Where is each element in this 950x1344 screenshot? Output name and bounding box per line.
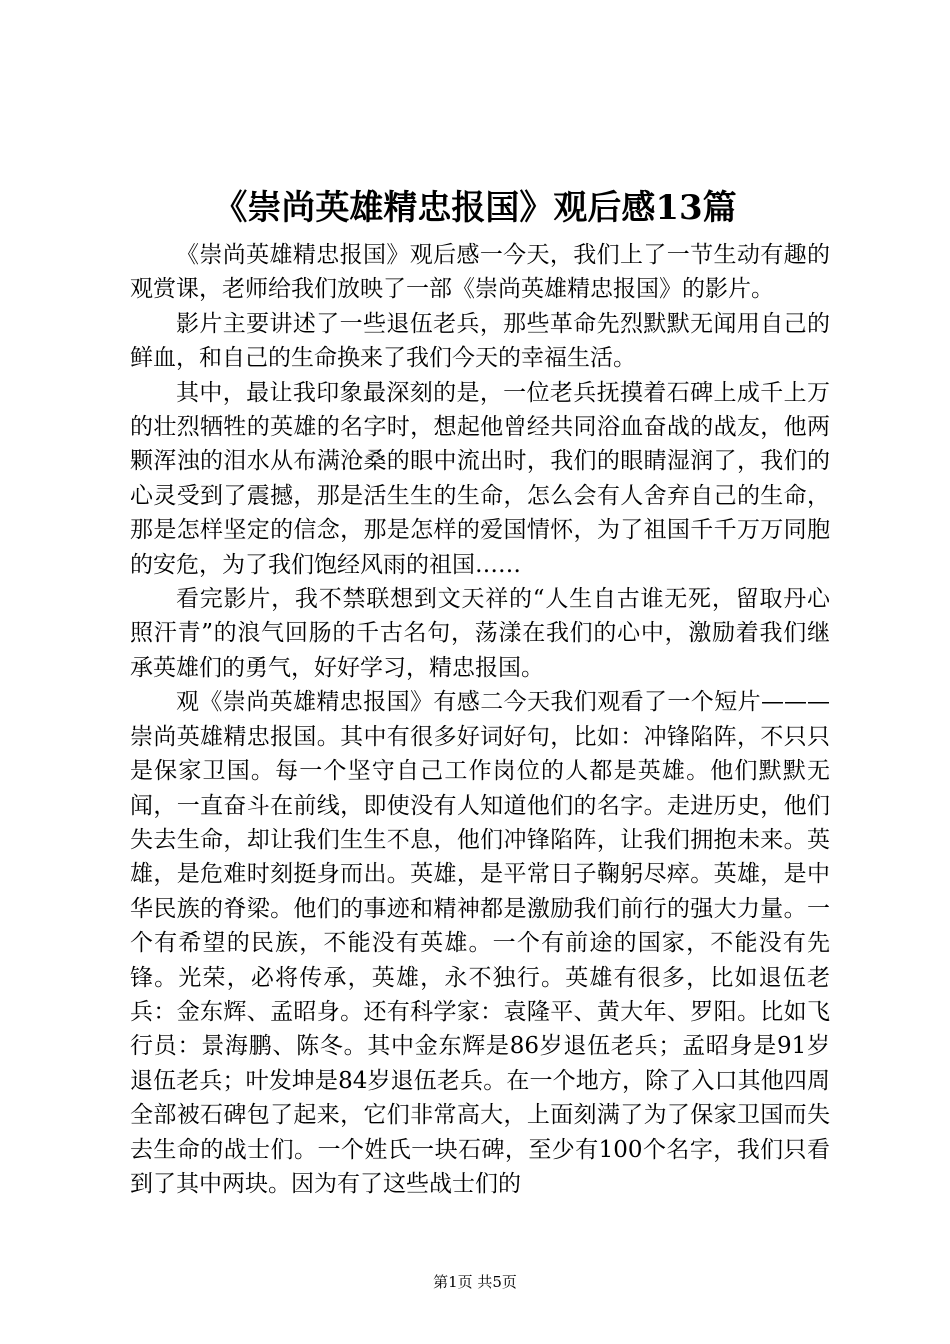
paragraph: 观《崇尚英雄精忠报国》有感二今天我们观看了一个短片———崇尚英雄精忠报国。其中有很多好词好句，比如：冲锋陷阵，不只只是保家卫国。每一个坚守自己工作岗位的人都是英雄。他们默默无闻，一直奋斗在前线，即使没有人知道他们的名字。走进历史，他们失去生命，却让我们生生不息，他们冲锋陷阵，让我们拥抱未来。英雄，是危难时刻挺身而出。英雄，是平常日子鞠躬尽瘁。英雄，是中华民族的脊梁。他们的事迹和精神都是激励我们前行的强大力量。一个有希望的民族，不能没有英雄。一个有前途的国家，不能没有先锋。光荣，必将传承，英雄，永不独行。英雄有很多，比如退伍老兵：金东辉、孟昭身。还有科学家：袁隆平、黄大年、罗阳。比如飞行员：景海鹏、陈冬。其中金东辉是86岁退伍老兵；孟昭身是91岁退伍老兵；叶发坤是84岁退伍老兵。在一个地方，除了入口其他四周全部被石碑包了起来，它们非常高大，上面刻满了为了保家卫国而失去生命的战士们。一个姓氏一块石碑，至少有100个名字，我们只看到了其中两块。因为有了这些战士们的 [130,689,830,1197]
document-body [130,238,830,1201]
paragraph: 看完影片，我不禁联想到文天祥的“人生自古谁无死，留取丹心照汗青”的浪气回肠的千古名句，荡漾在我们的心中，激励着我们继承英雄们的勇气，好好学习，精忠报国。 [130,586,830,681]
paragraph: 影片主要讲述了一些退伍老兵，那些革命先烈默默无闻用自己的鲜血，和自己的生命换来了我们今天的幸福生活。 [130,310,830,372]
page-number: 第1页 共5页 [433,1273,517,1291]
paragraph: 其中，最让我印象最深刻的是，一位老兵抚摸着石碑上成千上万的壮烈牺牲的英雄的名字时，想起他曾经共同浴血奋战的战友，他两颗浑浊的泪水从布满沧桑的眼中流出时，我们的眼睛湿润了，我们的心灵受到了震撼，那是活生生的生命，怎么会有人舍弃自己的生命，那是怎样坚定的信念，那是怎样的爱国情怀，为了祖国千千万万同胞的安危，为了我们饱经风雨的祖国…… [130,379,830,578]
document-title: 《崇尚英雄精忠报国》观后感13篇 [213,188,737,228]
paragraph: 《崇尚英雄精忠报国》观后感一今天，我们上了一节生动有趣的观赏课，老师给我们放映了一部《崇尚英雄精忠报国》的影片。 [130,242,830,303]
